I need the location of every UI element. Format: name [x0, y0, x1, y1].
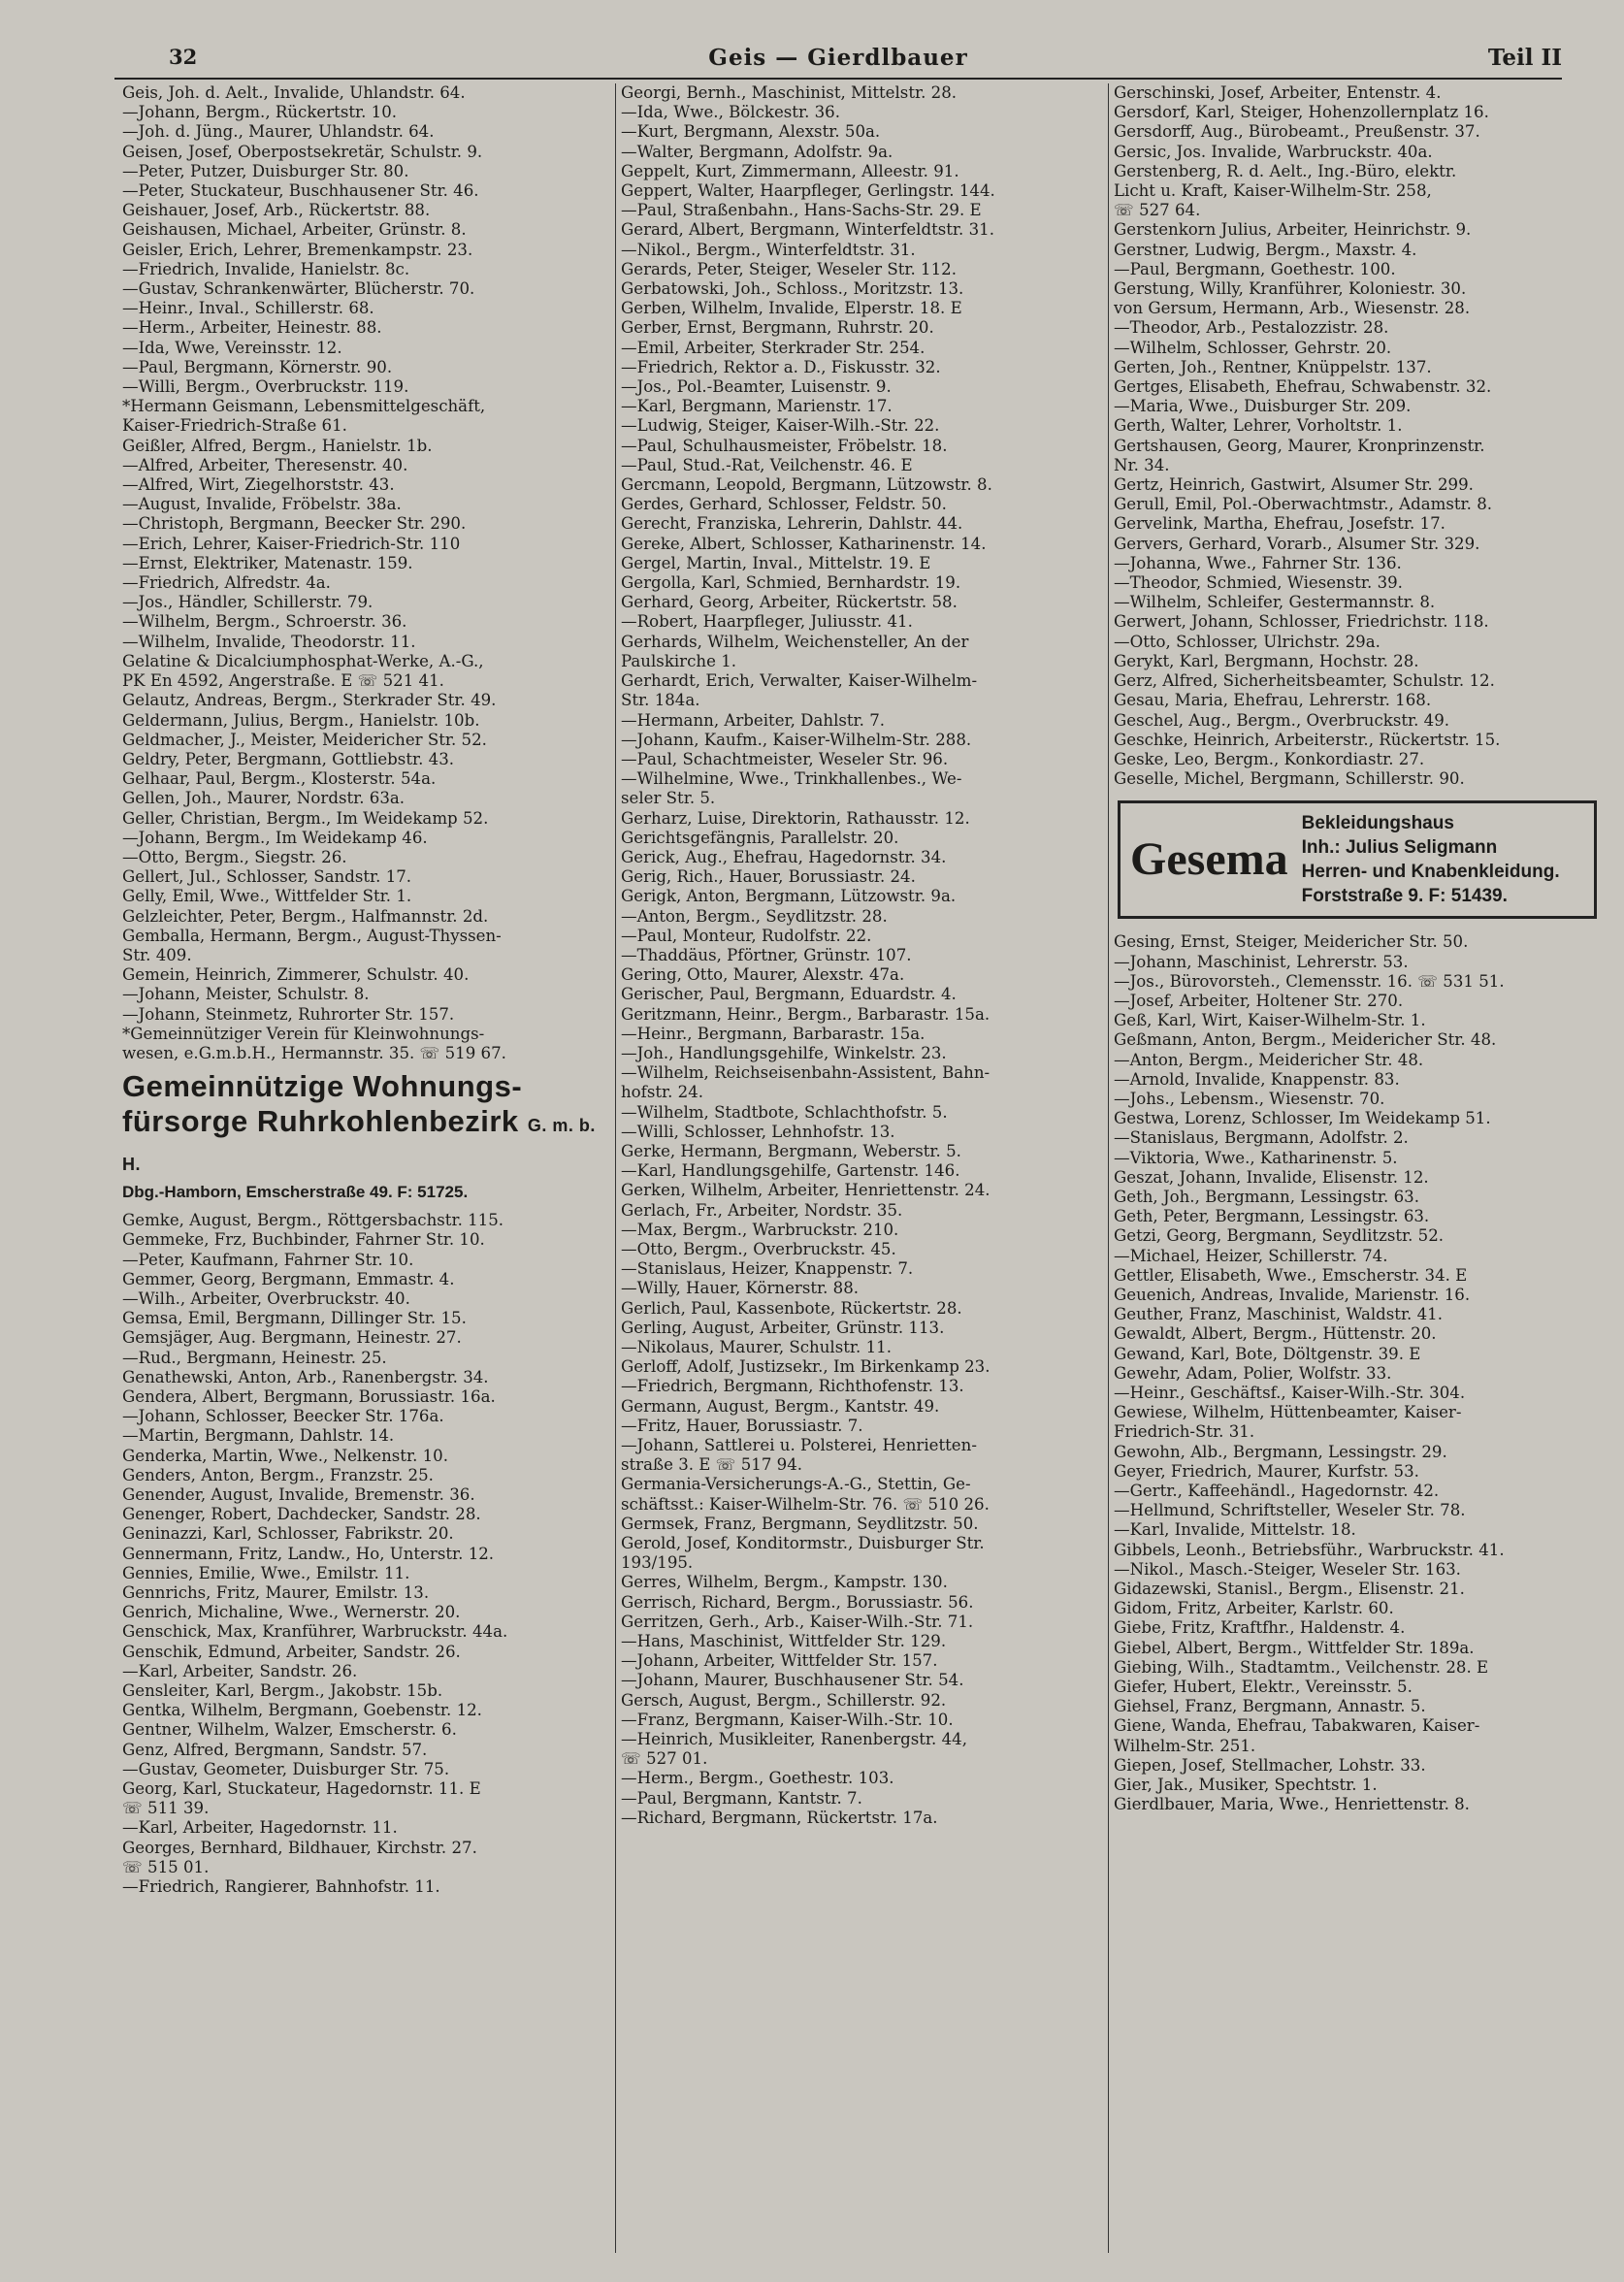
directory-entry: —Gertr., Kaffeehändl., Hagedornstr. 42. [1114, 1482, 1440, 1500]
directory-entry: PK En 4592, Angerstraße. E ☏ 521 41. [122, 671, 444, 691]
directory-entry: Gerstner, Ludwig, Bergm., Maxstr. 4. [1114, 240, 1417, 259]
directory-entry: —Karl, Invalide, Mittelstr. 18. [1114, 1520, 1356, 1540]
directory-entry: Gidazewski, Stanisl., Bergm., Elisenstr. 21. [1114, 1580, 1465, 1599]
column-divider [1108, 83, 1109, 2253]
directory-entry: *Hermann Geismann, Lebensmittelgeschäft, [122, 397, 486, 416]
directory-entry: —Ernst, Elektriker, Matenastr. 159. [122, 553, 413, 572]
column-2 [621, 83, 1108, 2253]
directory-entry: Gertges, Elisabeth, Ehefrau, Schwabenstr. 32. [1114, 377, 1492, 397]
directory-entry: ☏ 527 64. [1114, 201, 1201, 220]
directory-entry: Gerling, August, Arbeiter, Grünstr. 113. [621, 1318, 945, 1337]
directory-entry: Gerold, Josef, Konditormstr., Duisburger Str. [621, 1534, 985, 1553]
directory-entry: Gercmann, Leopold, Bergmann, Lützowstr. 8. [621, 475, 992, 495]
directory-entry: —Friedrich, Rangierer, Bahnhofstr. 11. [122, 1877, 440, 1897]
directory-entry: —Arnold, Invalide, Knappenstr. 83. [1114, 1069, 1400, 1089]
directory-entry: Geißler, Alfred, Bergm., Hanielstr. 1b. [122, 436, 433, 455]
directory-entry: —Paul, Bergmann, Körnerstr. 90. [122, 357, 393, 376]
directory-entry: —Stanislaus, Heizer, Knappenstr. 7. [621, 1259, 914, 1279]
directory-entry: Wilhelm-Str. 251. [1114, 1736, 1256, 1755]
directory-entry: —Michael, Heizer, Schillerstr. 74. [1114, 1246, 1388, 1265]
directory-entry: —Willi, Schlosser, Lehnhofstr. 13. [621, 1122, 895, 1141]
directory-entry: —Peter, Putzer, Duisburger Str. 80. [122, 161, 409, 180]
directory-entry: Gellen, Joh., Maurer, Nordstr. 63a. [122, 789, 406, 808]
directory-entry: Gerstenberg, R. d. Aelt., Ing.-Büro, elektr. [1114, 161, 1457, 180]
directory-entry: Gerwert, Johann, Schlosser, Friedrichstr. 118. [1114, 612, 1489, 632]
directory-entry: Gentner, Wilhelm, Walzer, Emscherstr. 6. [122, 1720, 457, 1740]
directory-entry: —Alfred, Wirt, Ziegelhorststr. 43. [122, 475, 395, 495]
directory-entry: —Max, Bergm., Warbruckstr. 210. [621, 1220, 899, 1239]
directory-entry: Georg, Karl, Stuckateur, Hagedornstr. 11. E [122, 1779, 481, 1799]
directory-entry: Str. 409. [122, 945, 192, 964]
directory-entry: Gelly, Emil, Wwe., Wittfelder Str. 1. [122, 887, 412, 906]
directory-entry: Gerth, Walter, Lehrer, Vorholtstr. 1. [1114, 416, 1403, 436]
directory-entry: —Ida, Wwe, Vereinsstr. 12. [122, 338, 342, 357]
directory-entry: Genschick, Max, Kranführer, Warbruckstr. 44a. [122, 1622, 508, 1642]
directory-entry: Gensleiter, Karl, Bergm., Jakobstr. 15b. [122, 1681, 443, 1701]
directory-entry: Gerischer, Paul, Bergmann, Eduardstr. 4. [621, 985, 957, 1004]
directory-entry: Gerhards, Wilhelm, Weichensteller, An der [621, 632, 969, 651]
directory-entry: Geldmacher, J., Meister, Meidericher Str. 52. [122, 730, 487, 749]
directory-entry: Geß, Karl, Wirt, Kaiser-Wilhelm-Str. 1. [1114, 1011, 1426, 1030]
directory-entry: —Paul, Stud.-Rat, Veilchenstr. 46. E [621, 455, 913, 474]
directory-entry: Gersdorf, Karl, Steiger, Hohenzollernplatz 16. [1114, 103, 1489, 122]
directory-entry: Gerlich, Paul, Kassenbote, Rückertstr. 28. [621, 1298, 962, 1318]
directory-entry: —Karl, Arbeiter, Hagedornstr. 11. [122, 1818, 398, 1838]
directory-entry: Georges, Bernhard, Bildhauer, Kirchstr. 27. [122, 1838, 477, 1857]
directory-entry: Gervelink, Martha, Ehefrau, Josefstr. 17. [1114, 514, 1445, 534]
directory-entry: —Johann, Arbeiter, Wittfelder Str. 157. [621, 1651, 938, 1671]
directory-entry: —Ludwig, Steiger, Kaiser-Wilh.-Str. 22. [621, 416, 940, 436]
directory-entry: —Jos., Bürovorsteh., Clemensstr. 16. ☏ 531 51. [1114, 971, 1505, 991]
ad-line: fürsorge Ruhrkohlenbezirk [122, 1104, 519, 1139]
directory-entry: —Jos., Händler, Schillerstr. 79. [122, 593, 374, 612]
directory-entry: —Alfred, Arbeiter, Theresenstr. 40. [122, 455, 408, 474]
ad-wohnungsfuersorge [122, 1069, 609, 1203]
directory-entry: —Jos., Pol.-Beamter, Luisenstr. 9. [621, 377, 892, 397]
directory-entry: schäftsst.: Kaiser-Wilhelm-Str. 76. ☏ 510 26. [621, 1494, 990, 1514]
directory-entry: Gelatine & Dicalciumphosphat-Werke, A.-G., [122, 651, 484, 670]
directory-entry: Gerschinski, Josef, Arbeiter, Entenstr. 4. [1114, 83, 1442, 102]
directory-entry: Geßmann, Anton, Bergm., Meidericher Str. 48. [1114, 1030, 1497, 1050]
directory-entry: Germann, August, Bergm., Kantstr. 49. [621, 1396, 940, 1416]
directory-entry: Kaiser-Friedrich-Straße 61. [122, 416, 347, 436]
directory-entry: Gewaldt, Albert, Bergm., Hüttenstr. 20. [1114, 1324, 1437, 1344]
directory-entry: hofstr. 24. [621, 1083, 704, 1102]
directory-entry: —Johann, Steinmetz, Ruhrorter Str. 157. [122, 1004, 455, 1024]
entries-block [1114, 83, 1601, 789]
directory-entry: —Heinrich, Musikleiter, Ranenbergstr. 44, [621, 1730, 967, 1749]
directory-entry: —Ida, Wwe., Bölckestr. 36. [621, 103, 841, 122]
directory-entry: Gerben, Wilhelm, Invalide, Elperstr. 18. E [621, 299, 962, 318]
ad-line: Herren- und Knabenkleidung. [1301, 862, 1560, 883]
ad-suffix: G. m. b. H. [122, 1116, 596, 1175]
directory-entry: —Richard, Bergmann, Rückertstr. 17a. [621, 1808, 938, 1827]
directory-entry: —Fritz, Hauer, Borussiastr. 7. [621, 1416, 863, 1435]
ad-line [122, 1104, 609, 1182]
ad-gesema [1118, 800, 1597, 919]
directory-entry: —Johann, Bergm., Rückertstr. 10. [122, 103, 398, 122]
directory-entry: Gemsjäger, Aug. Bergmann, Heinestr. 27. [122, 1328, 462, 1348]
directory-entry: 193/195. [621, 1553, 694, 1573]
directory-entry: Geninazzi, Karl, Schlosser, Fabrikstr. 20. [122, 1524, 454, 1544]
directory-entry: Gergel, Martin, Inval., Mittelstr. 19. E [621, 553, 931, 572]
directory-entry: —Wilhelm, Schleifer, Gestermannstr. 8. [1114, 593, 1436, 612]
directory-entry: —Johann, Maurer, Buschhausener Str. 54. [621, 1671, 964, 1690]
directory-entry: Licht u. Kraft, Kaiser-Wilhelm-Str. 258, [1114, 181, 1432, 201]
directory-entry: Gesau, Maria, Ehefrau, Lehrerstr. 168. [1114, 691, 1432, 710]
directory-entry: Gergolla, Karl, Schmied, Bernhardstr. 19. [621, 573, 961, 593]
directory-entry: —Nikolaus, Maurer, Schulstr. 11. [621, 1338, 892, 1356]
directory-entry: —Wilhelm, Bergm., Schroerstr. 36. [122, 612, 407, 632]
directory-entry: —Gustav, Geometer, Duisburger Str. 75. [122, 1759, 450, 1778]
directory-entry: Gertshausen, Georg, Maurer, Kronprinzenstr. [1114, 436, 1485, 455]
directory-entry: Geisen, Josef, Oberpostsekretär, Schulstr. 9. [122, 142, 483, 161]
directory-entry: Geishausen, Michael, Arbeiter, Grünstr. 8. [122, 220, 467, 240]
directory-entry: Gerard, Albert, Bergmann, Winterfeldtstr. 31. [621, 220, 994, 240]
directory-entry: Gerharz, Luise, Direktorin, Rathausstr. 12. [621, 808, 970, 828]
directory-entry: —Stanislaus, Bergmann, Adolfstr. 2. [1114, 1128, 1409, 1148]
directory-entry: Germsek, Franz, Bergmann, Seydlitzstr. 50. [621, 1514, 979, 1533]
directory-entry: —Johann, Bergm., Im Weidekamp 46. [122, 828, 428, 847]
directory-entry: Genschik, Edmund, Arbeiter, Sandstr. 26. [122, 1642, 461, 1661]
directory-entry: Genender, August, Invalide, Bremenstr. 36. [122, 1485, 475, 1504]
entries-block [1114, 932, 1601, 1814]
directory-entry: —Paul, Straßenbahn., Hans-Sachs-Str. 29. E [621, 201, 982, 220]
directory-entry: Giene, Wanda, Ehefrau, Tabakwaren, Kaiser- [1114, 1716, 1480, 1736]
directory-entry: Gemein, Heinrich, Zimmerer, Schulstr. 40. [122, 965, 470, 985]
directory-entry: —Nikol., Masch.-Steiger, Weseler Str. 163. [1114, 1559, 1461, 1579]
part-label: Teil II [1487, 45, 1562, 71]
directory-entry: —Kurt, Bergmann, Alexstr. 50a. [621, 122, 881, 142]
directory-entry: Gersic, Jos. Invalide, Warbruckstr. 40a. [1114, 142, 1433, 161]
entries-block [621, 83, 1108, 1828]
directory-entry: Geldermann, Julius, Bergm., Hanielstr. 10b. [122, 710, 480, 730]
directory-entry: —Anton, Bergm., Seydlitzstr. 28. [621, 906, 888, 926]
directory-entry: Gierdlbauer, Maria, Wwe., Henriettenstr. 8. [1114, 1795, 1470, 1814]
entries-block [122, 1211, 609, 1897]
directory-entry: Gewiese, Wilhelm, Hüttenbeamter, Kaiser- [1114, 1403, 1462, 1422]
directory-entry: —Wilhelm, Schlosser, Gehrstr. 20. [1114, 338, 1392, 357]
directory-entry: Geschel, Aug., Bergm., Overbruckstr. 49. [1114, 710, 1450, 730]
directory-entry: Gewand, Karl, Bote, Döltgenstr. 39. E [1114, 1344, 1421, 1363]
directory-entry: —Theodor, Schmied, Wiesenstr. 39. [1114, 573, 1403, 593]
directory-entry: Geth, Joh., Bergmann, Lessingstr. 63. [1114, 1187, 1419, 1206]
directory-entry: ☏ 515 01. [122, 1857, 210, 1876]
directory-entry: ☏ 527 01. [621, 1749, 708, 1769]
directory-entry: —Paul, Schulhausmeister, Fröbelstr. 18. [621, 436, 948, 455]
directory-entry: —Wilhelm, Reichseisenbahn-Assistent, Bahn- [621, 1063, 991, 1083]
directory-entry: —Peter, Kaufmann, Fahrner Str. 10. [122, 1250, 414, 1269]
directory-entry: Gemsa, Emil, Bergmann, Dillinger Str. 15. [122, 1309, 467, 1328]
directory-entry: Gerichtsgefängnis, Parallelstr. 20. [621, 828, 899, 847]
directory-entry: Geppelt, Kurt, Zimmermann, Alleestr. 91. [621, 161, 959, 180]
directory-entry: Gerigk, Anton, Bergmann, Lützowstr. 9a. [621, 887, 957, 906]
directory-entry: —Otto, Bergm., Overbruckstr. 45. [621, 1239, 896, 1258]
directory-entry: Genz, Alfred, Bergmann, Sandstr. 57. [122, 1740, 428, 1759]
directory-entry: —Herm., Arbeiter, Heinestr. 88. [122, 318, 382, 338]
directory-entry: —Friedrich, Bergmann, Richthofenstr. 13. [621, 1377, 964, 1396]
directory-entry: Gervers, Gerhard, Vorarb., Alsumer Str. 329. [1114, 534, 1480, 553]
ad-logo: Gesema [1130, 833, 1288, 886]
directory-entry: wesen, e.G.m.b.H., Hermannstr. 35. ☏ 519 67. [122, 1043, 506, 1062]
directory-entry: —Karl, Bergmann, Marienstr. 17. [621, 397, 893, 416]
directory-entry: —Johann, Sattlerei u. Polsterei, Henrietten- [621, 1436, 977, 1455]
directory-entry: Gersch, August, Bergm., Schillerstr. 92. [621, 1690, 947, 1710]
page-title: Geis — Gierdlbauer [708, 45, 968, 71]
directory-entry: —Wilhelm, Stadtbote, Schlachthofstr. 5. [621, 1102, 948, 1122]
directory-entry: von Gersum, Hermann, Arb., Wiesenstr. 28. [1114, 299, 1471, 318]
directory-entry: Gerstenkorn Julius, Arbeiter, Heinrichstr. 9. [1114, 220, 1472, 240]
directory-entry: —Karl, Handlungsgehilfe, Gartenstr. 146. [621, 1161, 960, 1181]
directory-entry: Gerecht, Franziska, Lehrerin, Dahlstr. 44. [621, 514, 963, 534]
ad-text [1302, 811, 1560, 908]
directory-entry: Giebe, Fritz, Kraftfhr., Haldenstr. 4. [1114, 1618, 1406, 1638]
directory-entry: Geisler, Erich, Lehrer, Bremenkampstr. 23. [122, 240, 473, 259]
directory-entry: Gelzleichter, Peter, Bergm., Halfmannstr. 2d. [122, 906, 489, 926]
directory-entry: Gerull, Emil, Pol.-Oberwachtmstr., Adamstr. 8. [1114, 495, 1493, 514]
directory-entry: —Wilhelm, Invalide, Theodorstr. 11. [122, 632, 416, 651]
directory-entry: seler Str. 5. [621, 789, 716, 808]
directory-entry: —Herm., Bergm., Goethestr. 103. [621, 1769, 894, 1788]
directory-entry: Gerritzen, Gerh., Arb., Kaiser-Wilh.-Str. 71. [621, 1612, 974, 1631]
directory-entry: Gerken, Wilhelm, Arbeiter, Henriettenstr. 24. [621, 1181, 991, 1200]
directory-entry: —Thaddäus, Pförtner, Grünstr. 107. [621, 945, 912, 964]
directory-entry: Geyer, Friedrich, Maurer, Kurfstr. 53. [1114, 1461, 1419, 1481]
directory-entry: Geuenich, Andreas, Invalide, Marienstr. 16. [1114, 1285, 1471, 1304]
directory-entry: Friedrich-Str. 31. [1114, 1422, 1255, 1442]
directory-entry: Genderka, Martin, Wwe., Nelkenstr. 10. [122, 1446, 449, 1465]
directory-entry: Gennrichs, Fritz, Maurer, Emilstr. 13. [122, 1583, 430, 1603]
directory-entry: —Viktoria, Wwe., Katharinenstr. 5. [1114, 1148, 1398, 1167]
directory-entry: —Wilh., Arbeiter, Overbruckstr. 40. [122, 1288, 410, 1308]
directory-entry: Geuther, Franz, Maschinist, Waldstr. 41. [1114, 1305, 1443, 1324]
directory-entry: Geselle, Michel, Bergmann, Schillerstr. 90. [1114, 769, 1465, 789]
directory-entry: Gestwa, Lorenz, Schlosser, Im Weidekamp 51. [1114, 1109, 1491, 1128]
directory-entry: straße 3. E ☏ 517 94. [621, 1455, 803, 1475]
directory-entry: —Christoph, Bergmann, Beecker Str. 290. [122, 514, 467, 534]
directory-entry: Nr. 34. [1114, 455, 1170, 474]
directory-entry: Geldry, Peter, Bergmann, Gottliebstr. 43. [122, 749, 455, 768]
directory-entry: Gelautz, Andreas, Bergm., Sterkrader Str. 49. [122, 691, 497, 710]
directory-entry: —Anton, Bergm., Meidericher Str. 48. [1114, 1050, 1424, 1069]
directory-entry: Gerloff, Adolf, Justizsekr., Im Birkenkamp 23. [621, 1357, 991, 1377]
directory-entry: Gerten, Joh., Rentner, Knüppelstr. 137. [1114, 357, 1432, 376]
directory-entry: Gennies, Emilie, Wwe., Emilstr. 11. [122, 1563, 410, 1582]
directory-entry: —Otto, Schlosser, Ulrichstr. 29a. [1114, 632, 1380, 651]
ad-line: Forststraße 9. F: 51439. [1301, 886, 1508, 907]
directory-entry: —Johann, Meister, Schulstr. 8. [122, 985, 370, 1004]
directory-entry: Gering, Otto, Maurer, Alexstr. 47a. [621, 965, 905, 985]
directory-entry: —Theodor, Arb., Pestalozzistr. 28. [1114, 318, 1389, 338]
directory-entry: Giefer, Hubert, Elektr., Vereinsstr. 5. [1114, 1678, 1413, 1697]
page-header [114, 39, 1562, 80]
directory-entry: Gewehr, Adam, Polier, Wolfstr. 33. [1114, 1363, 1392, 1383]
directory-entry: —Heinr., Bergmann, Barbarastr. 15a. [621, 1024, 926, 1043]
directory-entry: —Heinr., Inval., Schillerstr. 68. [122, 299, 374, 318]
directory-entry: —Emil, Arbeiter, Sterkrader Str. 254. [621, 338, 926, 357]
directory-entry: Genenger, Robert, Dachdecker, Sandstr. 28. [122, 1505, 481, 1524]
directory-entry: —Gustav, Schrankenwärter, Blücherstr. 70. [122, 279, 475, 299]
directory-entry: Geritzmann, Heinr., Bergm., Barbarastr. 15a. [621, 1004, 991, 1024]
directory-entry: —Nikol., Bergm., Winterfeldtstr. 31. [621, 240, 916, 259]
directory-entry: —Hermann, Arbeiter, Dahlstr. 7. [621, 710, 886, 730]
directory-entry: —Johann, Kaufm., Kaiser-Wilhelm-Str. 288. [621, 730, 972, 749]
directory-entry: Gerykt, Karl, Bergmann, Hochstr. 28. [1114, 651, 1419, 670]
directory-entry: Gier, Jak., Musiker, Spechtstr. 1. [1114, 1776, 1378, 1795]
directory-entry: —Josef, Arbeiter, Holtener Str. 270. [1114, 991, 1404, 1010]
directory-entry: Gerhard, Georg, Arbeiter, Rückertstr. 58. [621, 593, 958, 612]
directory-entry: Gersdorff, Aug., Bürobeamt., Preußenstr. 37. [1114, 122, 1480, 142]
directory-entry: Gelhaar, Paul, Bergm., Klosterstr. 54a. [122, 769, 437, 789]
directory-entry: —Paul, Monteur, Rudolfstr. 22. [621, 926, 872, 945]
directory-entry: Giepen, Josef, Stellmacher, Lohstr. 33. [1114, 1755, 1426, 1775]
directory-entry: Geishauer, Josef, Arb., Rückertstr. 88. [122, 201, 431, 220]
directory-entry: —Friedrich, Rektor a. D., Fiskusstr. 32. [621, 357, 941, 376]
directory-entry: Geis, Joh. d. Aelt., Invalide, Uhlandstr. 64. [122, 83, 466, 102]
directory-entry: Geschke, Heinrich, Arbeiterstr., Rückertstr. 15. [1114, 730, 1501, 749]
directory-entry: Gerber, Ernst, Bergmann, Ruhrstr. 20. [621, 318, 934, 338]
column-divider [615, 83, 616, 2253]
directory-entry: —Johanna, Wwe., Fahrner Str. 136. [1114, 553, 1402, 572]
directory-entry: —Franz, Bergmann, Kaiser-Wilh.-Str. 10. [621, 1710, 954, 1729]
directory-entry: ☏ 511 39. [122, 1799, 210, 1818]
directory-entry: Getzi, Georg, Bergmann, Seydlitzstr. 52. [1114, 1226, 1445, 1246]
directory-entry: Gerstung, Willy, Kranführer, Koloniestr. 30. [1114, 279, 1467, 299]
ad-address: Dbg.-Hamborn, Emscherstraße 49. F: 51725. [122, 1183, 469, 1202]
directory-entry: —Johann, Schlosser, Beecker Str. 176a. [122, 1407, 444, 1426]
directory-entry: Gerke, Hermann, Bergmann, Weberstr. 5. [621, 1141, 961, 1160]
directory-entry: —Wilhelmine, Wwe., Trinkhallenbes., We- [621, 769, 962, 789]
entries-block [122, 83, 609, 1063]
ad-line: Gemeinnützige Wohnungs- [122, 1069, 523, 1104]
directory-entry: —Otto, Bergm., Siegstr. 26. [122, 847, 347, 866]
directory-entry: —Heinr., Geschäftsf., Kaiser-Wilh.-Str. 304. [1114, 1383, 1466, 1402]
ad-line: Inh.: Julius Seligmann [1301, 837, 1498, 859]
directory-entry: Gentka, Wilhelm, Bergmann, Goebenstr. 12. [122, 1701, 482, 1720]
column-3 [1114, 83, 1601, 2253]
directory-entry: Geszat, Johann, Invalide, Elisenstr. 12. [1114, 1167, 1429, 1187]
directory-entry: —Paul, Bergmann, Kantstr. 7. [621, 1788, 862, 1808]
directory-entry: Gerz, Alfred, Sicherheitsbeamter, Schulstr. 12. [1114, 671, 1495, 691]
directory-entry: —Peter, Stuckateur, Buschhausener Str. 46. [122, 181, 479, 201]
directory-entry: —August, Invalide, Fröbelstr. 38a. [122, 495, 402, 514]
directory-entry: Gemmer, Georg, Bergmann, Emmastr. 4. [122, 1269, 455, 1288]
directory-entry: Genrich, Michaline, Wwe., Wernerstr. 20. [122, 1603, 461, 1622]
directory-entry: Gereke, Albert, Schlosser, Katharinenstr. 14. [621, 534, 987, 553]
directory-entry: —Johs., Lebensm., Wiesenstr. 70. [1114, 1089, 1385, 1108]
directory-entry: Gellert, Jul., Schlosser, Sandstr. 17. [122, 867, 412, 887]
directory-entry: —Maria, Wwe., Duisburger Str. 209. [1114, 397, 1412, 416]
directory-entry: Gemballa, Hermann, Bergm., August-Thyssen- [122, 926, 502, 945]
directory-entry: —Joh. d. Jüng., Maurer, Uhlandstr. 64. [122, 122, 435, 142]
directory-entry: Gewohn, Alb., Bergmann, Lessingstr. 29. [1114, 1442, 1447, 1461]
directory-entry: Gendera, Albert, Bergmann, Borussiastr. 16a. [122, 1386, 496, 1406]
directory-entry: —Walter, Bergmann, Adolfstr. 9a. [621, 142, 893, 161]
directory-entry: Gerick, Aug., Ehefrau, Hagedornstr. 34. [621, 847, 947, 866]
directory-entry: —Willi, Bergm., Overbruckstr. 119. [122, 377, 409, 397]
page-number: 32 [169, 45, 198, 69]
directory-entry: Gerres, Wilhelm, Bergm., Kampstr. 130. [621, 1573, 948, 1592]
directory-entry: —Paul, Schachtmeister, Weseler Str. 96. [621, 749, 949, 768]
directory-entry: Genathewski, Anton, Arb., Ranenbergstr. 34. [122, 1367, 489, 1386]
directory-entry: —Hellmund, Schriftsteller, Weseler Str. 78. [1114, 1501, 1466, 1520]
directory-entry: Georgi, Bernh., Maschinist, Mittelstr. 28. [621, 83, 958, 102]
directory-entry: —Willy, Hauer, Körnerstr. 88. [621, 1279, 860, 1298]
directory-entry: —Robert, Haarpfleger, Juliusstr. 41. [621, 612, 913, 632]
directory-entry: Gerhardt, Erich, Verwalter, Kaiser-Wilhelm- [621, 671, 978, 691]
directory-entry: Genders, Anton, Bergm., Franzstr. 25. [122, 1465, 434, 1484]
directory-entry: Geske, Leo, Bergm., Konkordiastr. 27. [1114, 749, 1425, 768]
directory-entry: —Johann, Maschinist, Lehrerstr. 53. [1114, 952, 1409, 971]
directory-entry: Gemmeke, Frz, Buchbinder, Fahrner Str. 10. [122, 1230, 485, 1250]
directory-entry: Geller, Christian, Bergm., Im Weidekamp 52. [122, 808, 489, 828]
directory-entry: *Gemeinnütziger Verein für Kleinwohnungs- [122, 1024, 485, 1043]
directory-entry: Str. 184a. [621, 691, 700, 710]
directory-entry: —Friedrich, Alfredstr. 4a. [122, 573, 331, 593]
directory-entry: Gertz, Heinrich, Gastwirt, Alsumer Str. 299. [1114, 475, 1474, 495]
directory-entry: Giebel, Albert, Bergm., Wittfelder Str. 189a. [1114, 1638, 1475, 1657]
directory-entry: Paulskirche 1. [621, 651, 737, 670]
directory-entry: Gerrisch, Richard, Bergm., Borussiastr. 56. [621, 1592, 974, 1612]
directory-entry: Gerards, Peter, Steiger, Weseler Str. 112. [621, 259, 958, 278]
directory-entry: Gerdes, Gerhard, Schlosser, Feldstr. 50. [621, 495, 947, 514]
directory-entry: Geppert, Walter, Haarpfleger, Gerlingstr. 144. [621, 181, 995, 201]
directory-entry: Gerbatowski, Joh., Schloss., Moritzstr. 13. [621, 279, 964, 299]
directory-entry: Gibbels, Leonh., Betriebsführ., Warbruckstr. 41. [1114, 1540, 1505, 1559]
directory-entry: Geth, Peter, Bergmann, Lessingstr. 63. [1114, 1207, 1430, 1226]
directory-entry: —Erich, Lehrer, Kaiser-Friedrich-Str. 110 [122, 534, 461, 553]
directory-entry: —Hans, Maschinist, Wittfelder Str. 129. [621, 1632, 947, 1651]
directory-entry: —Rud., Bergmann, Heinestr. 25. [122, 1348, 387, 1367]
directory-entry: —Joh., Handlungsgehilfe, Winkelstr. 23. [621, 1043, 947, 1062]
directory-entry: —Friedrich, Invalide, Hanielstr. 8c. [122, 259, 410, 278]
directory-entry: Gemke, August, Bergm., Röttgersbachstr. 115. [122, 1211, 504, 1230]
column-1 [122, 83, 609, 2253]
directory-entry: Gennermann, Fritz, Landw., Ho, Unterstr. 12. [122, 1544, 495, 1563]
ad-line: Bekleidungshaus [1301, 813, 1454, 834]
directory-entry: —Martin, Bergmann, Dahlstr. 14. [122, 1426, 395, 1446]
directory-entry: —Paul, Bergmann, Goethestr. 100. [1114, 259, 1396, 278]
directory-entry: Gerig, Rich., Hauer, Borussiastr. 24. [621, 867, 916, 887]
directory-entry: Germania-Versicherungs-A.-G., Stettin, Ge- [621, 1475, 971, 1494]
directory-entry: —Karl, Arbeiter, Sandstr. 26. [122, 1661, 358, 1680]
directory-entry: Gesing, Ernst, Steiger, Meidericher Str. 50. [1114, 932, 1469, 952]
directory-entry: Giehsel, Franz, Bergmann, Annastr. 5. [1114, 1697, 1426, 1716]
directory-entry: Giebing, Wilh., Stadtamtm., Veilchenstr. 28. E [1114, 1657, 1489, 1677]
directory-entry: Gettler, Elisabeth, Wwe., Emscherstr. 34. E [1114, 1265, 1468, 1285]
directory-entry: Gidom, Fritz, Arbeiter, Karlstr. 60. [1114, 1599, 1394, 1618]
directory-entry: Gerlach, Fr., Arbeiter, Nordstr. 35. [621, 1200, 903, 1220]
